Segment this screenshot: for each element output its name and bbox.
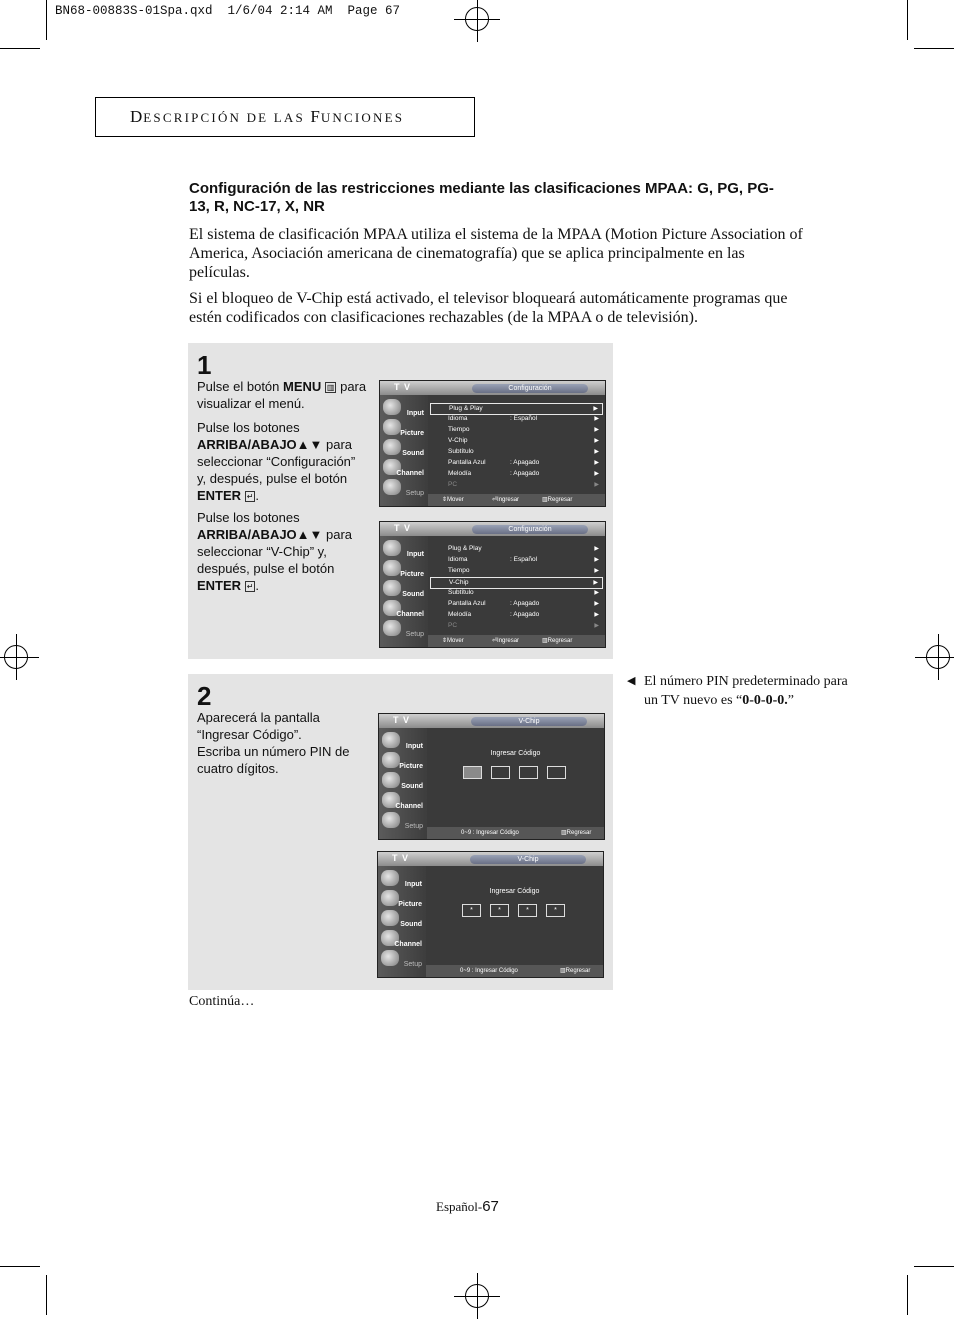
tv-sidebar [380,395,428,506]
pin-note: El número PIN predeterminado para un TV nuevo es “0-0-0-0.” [644,674,848,708]
input-icon [383,399,401,415]
input-icon [382,732,400,748]
enter-key-icon: ↵ [246,582,254,591]
menu-item-plug-play: Plug & Play ▶ [448,545,599,552]
tv-label: T V [392,853,410,863]
menu-item-melodia: Melodía : Apagado ▶ [448,611,599,618]
menu-item-pc: PC ▶ [448,622,599,629]
pin-digit-box [463,766,482,779]
sound-icon [381,910,399,926]
menu-title: Configuración [472,384,588,393]
sound-icon [382,772,400,788]
vchip-paragraph: Si el bloqueo de V-Chip está activado, el televisor bloqueará automáticamente programas que estén codificados con clasificaciones rechazables (de la MPAA o de televisión). [189,290,788,326]
menu-item-tiempo: Tiempo ▶ [448,567,599,574]
continue-label: Continúa… [189,994,255,1009]
crop-mark [914,48,954,49]
step1-number: 1 [197,350,212,380]
setup-icon [382,812,400,828]
tv-label: T V [393,715,411,725]
enter-key-icon: ↵ [246,492,254,501]
input-icon [383,540,401,556]
sidebar-picture: Picture [382,560,426,578]
tv-screen-vchip-code-filled [377,851,604,978]
step1-text-a: Pulse el botón MENU ▥ para visualizar el menú. [197,379,367,411]
crop-mark [907,0,908,40]
sidebar-picture: Picture [381,752,425,770]
intro-paragraph: El sistema de clasificación MPAA utiliza el sistema de la MPAA (Motion Picture Association of America, Asociación americana de cinematografía) que se aplica principalmente en las películas. [189,226,803,281]
menu-item-vchip: V-Chip ▶ [430,577,603,589]
picture-icon [381,890,399,906]
menu-item-tiempo: Tiempo ▶ [448,426,599,433]
tv-label: T V [394,382,412,392]
sound-icon [383,439,401,455]
picture-icon [383,419,401,435]
sidebar-setup: Setup [381,812,425,830]
tv-screen-config-1 [379,380,606,507]
menu-item-pantalla-azul: Pantalla Azul : Apagado ▶ [448,459,599,466]
sidebar-sound: Sound [382,439,426,457]
tv-help-bar: ⇕ Mover ⏎ Ingresar ▥ Regresar [428,494,605,506]
tv-help-bar: 0~9 : Ingresar Código ▥ Regresar [426,965,603,977]
crop-mark [0,48,40,49]
menu-item-vchip: V-Chip ▶ [448,437,599,444]
tv-sidebar [379,728,427,839]
code-prompt: Ingresar Código [489,888,540,895]
tv-screen-config-2 [379,521,606,648]
registration-mark [465,7,489,31]
sidebar-channel: Channel [382,459,426,477]
updown-arrows-icon: ▲▼ [296,527,323,542]
tv-sidebar [380,536,428,647]
sidebar-input: Input [381,732,425,750]
crop-mark [46,0,47,40]
sound-icon [383,580,401,596]
tv-label: T V [394,523,412,533]
pin-digit-box [547,766,566,779]
pin-digit-box: * [462,904,481,917]
sidebar-setup: Setup [380,950,424,968]
crop-mark [907,1275,908,1315]
sidebar-input: Input [382,399,426,417]
menu-item-idioma: Idioma : Español ▶ [448,556,599,563]
tv-sidebar [378,866,426,977]
sidebar-input: Input [382,540,426,558]
step1-text-b: Pulse los botones ARRIBA/ABAJO▲▼ para seleccionar “Configuración” y, después, pulse el botón ENTER ↵ . [197,420,356,503]
menu-title: Configuración [472,525,588,534]
step2-text-b: Escriba un número PIN de cuatro dígitos. [197,744,350,776]
menu-title: V-Chip [471,717,587,726]
pin-digit-box: * [546,904,565,917]
crop-mark [914,1266,954,1267]
setup-icon [383,479,401,495]
registration-mark [926,645,950,669]
sidebar-sound: Sound [381,772,425,790]
sidebar-channel: Channel [381,792,425,810]
registration-mark [4,645,28,669]
step1-text-c: Pulse los botones ARRIBA/ABAJO▲▼ para seleccionar “V-Chip” y, después, pulse el botón ENTER ↵ . [197,510,353,593]
tv-help-bar: 0~9 : Ingresar Código ▥ Regresar [427,827,604,839]
sidebar-sound: Sound [380,910,424,928]
menu-item-idioma: Idioma : Español ▶ [448,415,599,422]
section-title: DESCRIPCIÓN DE LAS FUNCIONES [130,107,405,126]
tv-screen-vchip-code-empty [378,713,605,840]
crop-mark [0,1266,40,1267]
picture-icon [382,752,400,768]
menu-title: V-Chip [470,855,586,864]
step2-text-a: Aparecerá la pantalla “Ingresar Código”. [197,710,320,742]
code-prompt: Ingresar Código [490,750,541,757]
page-heading: Configuración de las restricciones mediante las clasificaciones MPAA: G, PG, PG-13, R, NC-17, X, NR [189,180,774,215]
pin-digit-box [519,766,538,779]
sidebar-picture: Picture [382,419,426,437]
registration-mark [465,1284,489,1308]
pin-digit-box: * [518,904,537,917]
pin-digit-box: * [490,904,509,917]
sidebar-sound: Sound [382,580,426,598]
sidebar-setup: Setup [382,620,426,638]
sidebar-channel: Channel [380,930,424,948]
menu-item-melodia: Melodía : Apagado ▶ [448,470,599,477]
input-icon [381,870,399,886]
sidebar-channel: Channel [382,600,426,618]
menu-key-icon: ▥ [326,383,335,392]
menu-item-subtitulo: Subtítulo ▶ [448,448,599,455]
setup-icon [383,620,401,636]
updown-arrows-icon: ▲▼ [296,437,323,452]
print-slug: BN68-00883S-01Spa.qxd 1/6/04 2:14 AM Page 67 [55,4,401,18]
sidebar-input: Input [380,870,424,888]
picture-icon [383,560,401,576]
menu-item-subtitulo: Subtítulo ▶ [448,589,599,596]
pin-digit-box [491,766,510,779]
menu-item-pantalla-azul: Pantalla Azul : Apagado ▶ [448,600,599,607]
step2-number: 2 [197,681,212,711]
note-arrow-icon: ◀ [627,675,636,687]
tv-help-bar: ⇕ Mover ⏎ Ingresar ▥ Regresar [428,635,605,647]
sidebar-picture: Picture [380,890,424,908]
crop-mark [46,1275,47,1315]
menu-item-plug-play: Plug & Play ▶ [430,403,603,415]
page-footer: Español-67 [436,1198,499,1215]
sidebar-setup: Setup [382,479,426,497]
setup-icon [381,950,399,966]
menu-item-pc: PC ▶ [448,481,599,488]
